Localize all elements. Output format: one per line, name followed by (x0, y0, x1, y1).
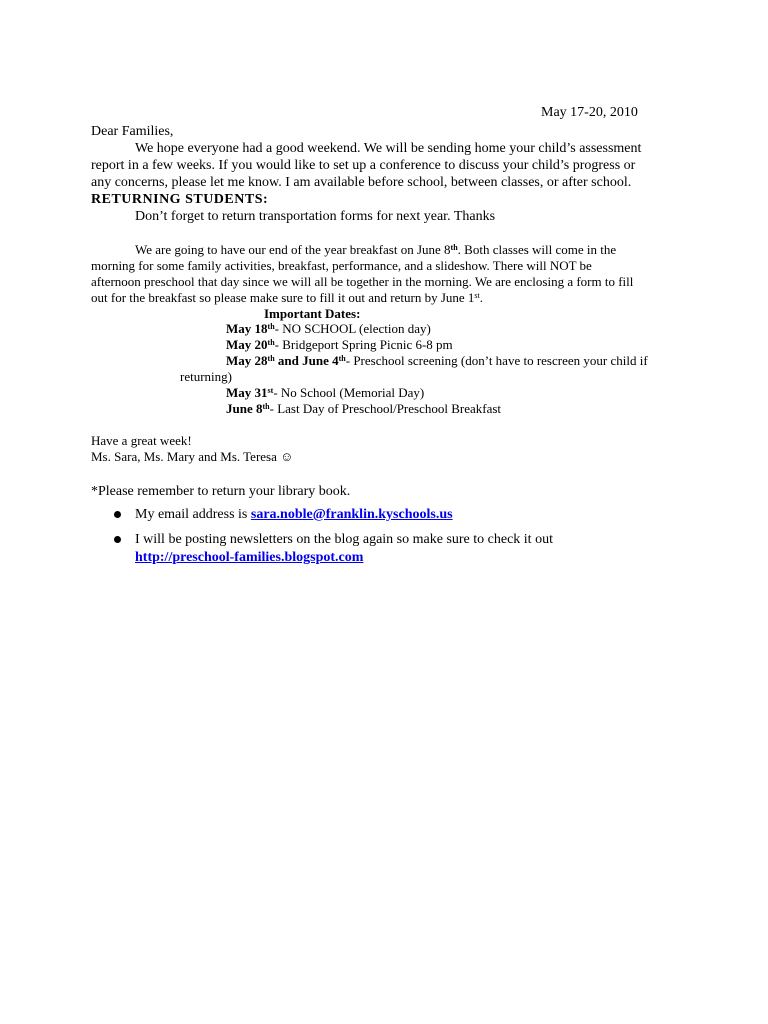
para1-line3: any concerns, please let me know. I am available before school, between classes, or after school. (91, 175, 632, 190)
bullet-icon (114, 536, 121, 543)
date-item-3-text: - Preschool screening (don’t have to rescreen your child if (345, 353, 648, 368)
para1-line2: report in a few weeks. If you would like to set up a conference to discuss your child’s progress or (91, 158, 636, 173)
date-item-1 (226, 321, 431, 337)
date-item-3-cont: returning) (180, 369, 232, 384)
date-item-3-sup2: th (338, 354, 346, 363)
date-item-2-sup: th (267, 338, 275, 347)
returning-text: Don’t forget to return transportation forms for next year. Thanks (135, 209, 496, 224)
date-item-1-sup: th (267, 322, 275, 331)
para2-line1-sup: th (450, 243, 458, 252)
signature: Ms. Sara, Ms. Mary and Ms. Teresa ☺ (91, 449, 294, 464)
returning-heading: RETURNING STUDENTS: (91, 192, 269, 207)
date-item-5-day: June 8 (226, 401, 263, 416)
date-item-5-text: - Last Day of Preschool/Preschool Breakfast (269, 401, 502, 416)
library-reminder: *Please remember to return your library book. (91, 484, 351, 499)
para2-line1 (135, 242, 616, 258)
date-item-5-sup: th (262, 402, 270, 411)
para2-line2: morning for some family activities, breakfast, performance, and a slideshow. There will NOT be (91, 258, 592, 273)
para2-line1-a: We are going to have our end of the year breakfast on June 8 (135, 242, 451, 257)
date-item-4-text: - No School (Memorial Day) (273, 385, 425, 400)
date-item-3-day-extra: and June 4 (274, 353, 339, 368)
email-line (135, 507, 453, 523)
para2-line3: afternoon preschool that day since we will all be together in the morning. We are enclosing a form to fill (91, 274, 634, 289)
bullet-icon (114, 511, 121, 518)
closing: Have a great week! (91, 433, 192, 448)
date-item-5 (226, 401, 501, 417)
date-item-1-text: - NO SCHOOL (election day) (274, 321, 431, 336)
date-item-2-day: May 20 (226, 337, 268, 352)
blog-line: I will be posting newsletters on the blog again so make sure to check it out (135, 532, 553, 547)
para1-line1: We hope everyone had a good weekend. We will be sending home your child’s assessment (135, 141, 642, 156)
blog-url-line (135, 550, 363, 566)
email-prefix: My email address is (135, 507, 251, 522)
para2-line4-a: out for the breakfast so please make sure to fill it out and return by June 1 (91, 290, 475, 305)
para2-line1-b: . Both classes will come in the (457, 242, 617, 257)
date-item-3-sup: th (267, 354, 275, 363)
greeting: Dear Families, (91, 124, 174, 139)
email-link[interactable]: sara.noble@franklin.kyschools.us (250, 507, 453, 522)
para2-line4-b: . (479, 290, 483, 305)
blog-link[interactable]: http://preschool-families.blogspot.com (135, 550, 364, 565)
date-item-4-sup: st (267, 386, 274, 395)
date-item-4 (226, 385, 424, 401)
date-item-4-day: May 31 (226, 385, 268, 400)
para2-line4 (91, 290, 483, 306)
para2-line4-sup: st (474, 291, 480, 300)
date-item-2-text: - Bridgeport Spring Picnic 6-8 pm (274, 337, 453, 352)
date-item-1-day: May 18 (226, 321, 268, 336)
date-item-3 (226, 353, 648, 369)
letter-date: May 17-20, 2010 (541, 105, 638, 120)
date-item-3-day: May 28 (226, 353, 268, 368)
important-dates-heading: Important Dates: (264, 306, 361, 321)
date-item-2 (226, 337, 453, 353)
